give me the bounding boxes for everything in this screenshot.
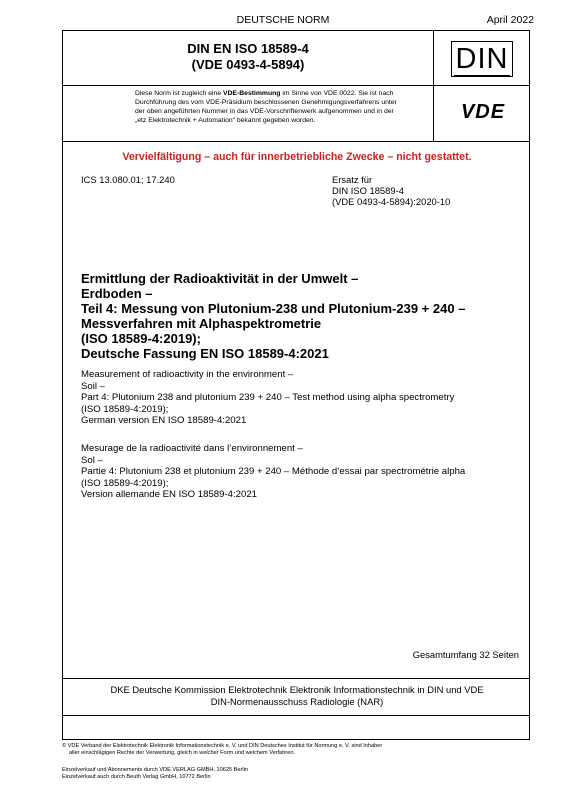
vde-note-bold: VDE-Bestimmung (223, 90, 281, 97)
vde-note-line: „etz Elektrotechnik + Automation“ bekannt gegeben worden. (135, 117, 316, 124)
din-logo (451, 41, 513, 77)
vde-note-line: der oben angeführten Nummer in das VDE-Vorschriftenwerk aufgenommen und in der (135, 108, 394, 115)
french-title (81, 443, 521, 501)
distribution-line: Einzelverkauf und Abonnements durch VDE VERLAG GMBH, 10625 Berlin (62, 767, 248, 773)
main-title-line: Erdboden – (81, 286, 153, 301)
distribution-line: Einzelverkauf auch durch Beuth Verlag GmbH, 10772 Berlin (62, 774, 211, 780)
divider-mid (63, 141, 529, 142)
replacement-line: DIN ISO 18589-4 (332, 185, 404, 196)
english-title-line: Part 4: Plutonium 238 and plutonium 239 + 240 – Test method using alpha spectrometry (81, 392, 455, 404)
french-title-line: Mesurage de la radioactivité dans l’environnement – (81, 443, 303, 454)
distribution-info (62, 767, 532, 781)
replacement-label: Ersatz für (332, 174, 373, 185)
din-logo-text: DIN (455, 42, 509, 75)
main-title-line: Deutsche Fassung EN ISO 18589-4:2021 (81, 346, 329, 361)
standard-number-line1: DIN EN ISO 18589-4 (187, 41, 309, 56)
publication-date: April 2022 (486, 14, 534, 26)
vde-note-text: im Sinne von VDE 0022. Sie ist nach (280, 90, 394, 97)
main-title-line: (ISO 18589-4:2019); (81, 331, 201, 346)
vertical-divider (433, 31, 434, 141)
english-title (81, 369, 521, 427)
replacement-info (332, 174, 450, 207)
copyright-line: aller einschlägigen Rechte der Verwertung, gleich in welcher Form und welchem Verfahren. (69, 750, 296, 756)
english-title-line: Soil – (81, 380, 105, 392)
english-title-line: Measurement of radioactivity in the environment – (81, 369, 294, 380)
main-title-line: Ermittlung der Radioaktivität in der Umwelt – (81, 271, 359, 286)
committee-line: DKE Deutsche Kommission Elektrotechnik Elektronik Informationstechnik in DIN und VDE (110, 684, 484, 695)
main-title-line: Teil 4: Messung von Plutonium-238 und Plutonium-239 + 240 – (81, 301, 466, 316)
copy-warning: Vervielfältigung – auch für innerbetriebliche Zwecke – nicht gestattet. (122, 151, 472, 163)
main-title (81, 271, 521, 361)
vde-note-text: Diese Norm ist zugleich eine (135, 90, 224, 97)
committee-line: DIN-Normenausschuss Radiologie (NAR) (210, 695, 384, 707)
standard-number-line2: (VDE 0493-4-5894) (191, 57, 305, 72)
french-title-line: (ISO 18589-4:2019); (81, 477, 169, 489)
copyright-notice (62, 743, 532, 757)
french-title-line: Partie 4: Plutonium 238 et plutonium 239 + 240 – Méthode d’essai par spectrométrie alpha (81, 466, 466, 478)
vde-note-line: Durchführung des vom VDE-Präsidium beschlossenen Genehmigungsverfahrens unter (135, 99, 397, 106)
copyright-line: © VDE Verband der Elektrotechnik Elektronik Informationstechnik e. V. und DIN Deutsches Institut für Normung e. V. sind Inhaber (62, 743, 383, 749)
replacement-line: (VDE 0493-4-5894):2020-10 (332, 196, 451, 207)
total-pages: Gesamtumfang 32 Seiten (412, 649, 519, 660)
divider-footer (63, 715, 529, 716)
vde-logo: VDE (460, 101, 506, 123)
vde-note (135, 89, 429, 125)
cover-frame (62, 30, 530, 740)
standard-number (63, 41, 433, 73)
divider-top (63, 85, 529, 86)
divider-bottom (63, 678, 529, 679)
english-title-line: German version EN ISO 18589-4:2021 (81, 415, 247, 427)
vde-note-line (135, 89, 429, 98)
french-title-line: Version allemande EN ISO 18589-4:2021 (81, 489, 257, 501)
main-title-line: Messverfahren mit Alphaspektrometrie (81, 316, 322, 331)
document-type: DEUTSCHE NORM (236, 14, 330, 26)
ics-code: ICS 13.080.01; 17.240 (81, 174, 175, 185)
committee-info (63, 684, 531, 707)
english-title-line: (ISO 18589-4:2019); (81, 403, 169, 415)
french-title-line: Sol – (81, 454, 103, 466)
